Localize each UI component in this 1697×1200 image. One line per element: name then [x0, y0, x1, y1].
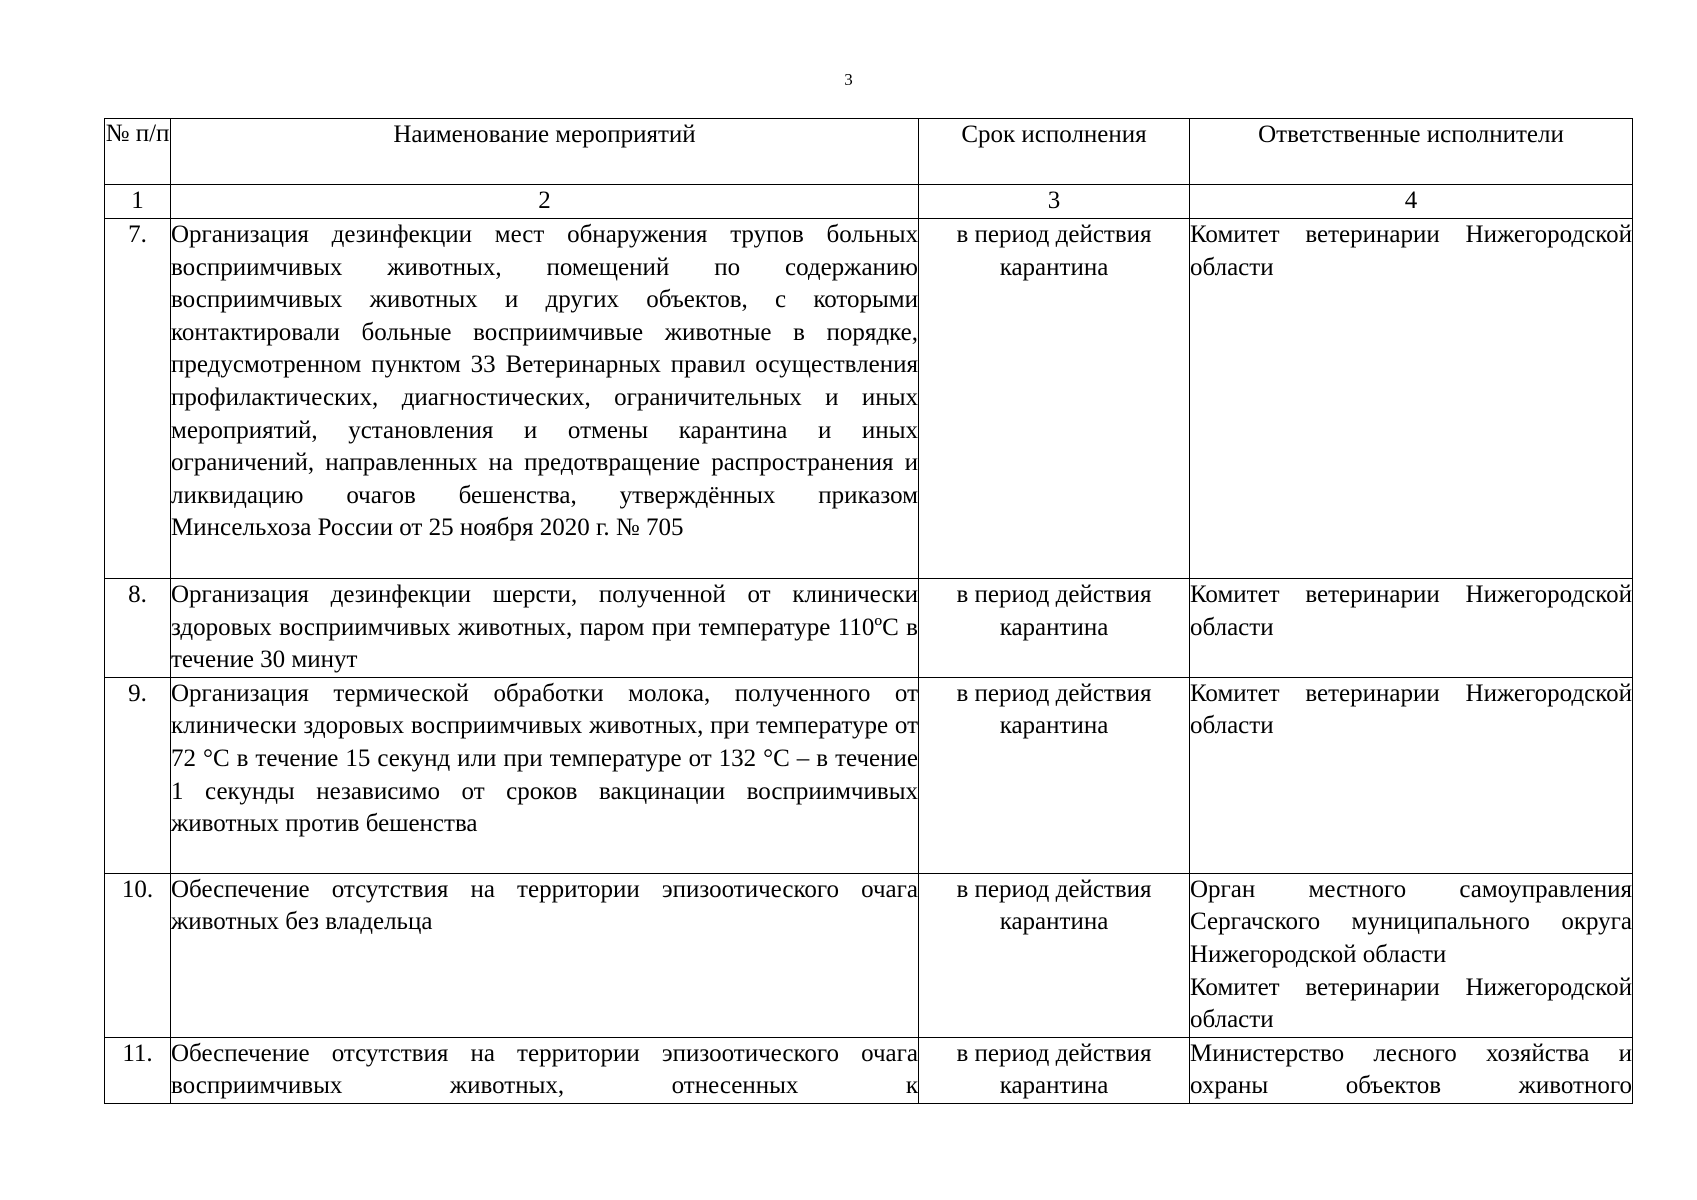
measure-responsible [1190, 677, 1633, 873]
responsible-line: Комитет ветеринарии Нижегородской области [1190, 973, 1632, 1034]
row-number: 11. [105, 1037, 171, 1103]
header-resp: Ответственные исполнители [1190, 119, 1633, 185]
header-name: Наименование мероприятий [171, 119, 919, 185]
responsible-line: Орган местного самоуправления Сергачского муниципального округа Нижегородской области [1190, 875, 1632, 968]
measure-name: Организация дезинфекции мест обнаружения трупов больных восприимчивых животных, помещений по содержанию восприимчивых животных и других объектов, с которыми контактировали больные восприимчивые животные в порядке, предусмотренном пунктом 33 Ветеринарных правил осуществления профилактических, диагностических, ограничительных и иных мероприятий, установления и отмены карантина и иных ограничений, направленных на предотвращение распространения и ликвидацию очагов бешенства, утверждённых приказом Минсельхоза России от 25 ноября 2020 г. № 705 [171, 219, 919, 579]
column-number: 4 [1190, 185, 1633, 219]
measure-responsible [1190, 873, 1633, 1037]
table-row [105, 1037, 1633, 1103]
page-number: 3 [844, 70, 853, 89]
measure-name: Обеспечение отсутствия на территории эпизоотического очага животных без владельца [171, 873, 919, 1037]
measure-responsible [1190, 579, 1633, 678]
measure-name-text: Обеспечение отсутствия на территории эпизоотического очага восприимчивых животных, отнесенных к [171, 1039, 918, 1100]
responsible-line: Комитет ветеринарии Нижегородской области [1190, 581, 1632, 641]
header-row [105, 119, 1633, 185]
column-number: 2 [171, 185, 919, 219]
table-row [105, 579, 1633, 678]
measure-responsible [1190, 1037, 1633, 1103]
measure-responsible [1190, 219, 1633, 579]
row-number: 7. [105, 219, 171, 579]
responsible-line: Министерство лесного хозяйства и охраны объектов животного [1190, 1039, 1632, 1100]
responsible-line: Комитет ветеринарии Нижегородской области [1190, 679, 1632, 740]
column-numbers-row [105, 185, 1633, 219]
row-number: 8. [105, 579, 171, 678]
measure-term: в период действия карантина [919, 873, 1190, 1037]
measure-term: в период действия карантина [919, 1037, 1190, 1103]
table-row [105, 677, 1633, 873]
measure-term: в период действия карантина [919, 579, 1190, 678]
measure-term: в период действия карантина [919, 677, 1190, 873]
table-row [105, 873, 1633, 1037]
measure-name [171, 1037, 919, 1103]
measure-name: Организация термической обработки молока, полученного от клинически здоровых восприимчивых животных, при температуре от 72 °С в течение 15 секунд или при температуре от 132 °С – в течение 1 секунды независимо от сроков вакцинации восприимчивых животных против бешенства [171, 677, 919, 873]
measure-name: Организация дезинфекции шерсти, полученной от клинически здоровых восприимчивых животных, паром при температуре 110ºС в течение 30 минут [171, 579, 919, 678]
row-number: 10. [105, 873, 171, 1037]
measure-term: в период действия карантина [919, 219, 1190, 579]
header-num: № п/п [105, 119, 171, 185]
column-number: 3 [919, 185, 1190, 219]
header-term: Срок исполнения [919, 119, 1190, 185]
table-row [105, 219, 1633, 579]
row-number: 9. [105, 677, 171, 873]
responsible-line: Комитет ветеринарии Нижегородской области [1190, 221, 1632, 281]
column-number: 1 [105, 185, 171, 219]
measures-table [104, 118, 1633, 1104]
